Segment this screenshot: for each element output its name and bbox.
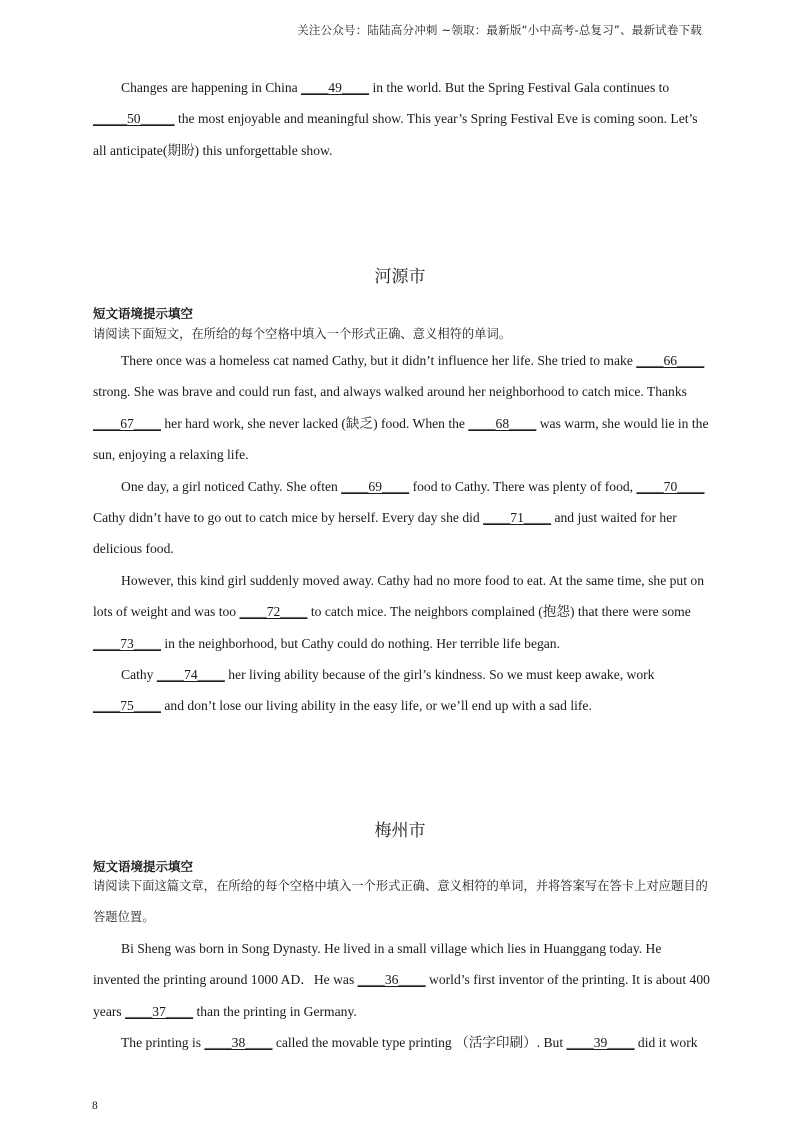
blank-66: ____66____ xyxy=(636,353,705,368)
exercise-label: 短文语境提示填空 xyxy=(93,859,194,874)
text-segment: However, this kind girl suddenly moved away. Cathy had no more food to eat. At the same time, she put on lots of weight and was too xyxy=(93,572,704,620)
text-segment: strong. She was brave and could run fast, and always walked around her neighborhood to catch mice. Thanks xyxy=(93,384,687,400)
text-segment: Bi Sheng was born in Song Dynasty. He lived in a small village which lies in Huanggang today. He invented the printing around 1000 AD．He was xyxy=(93,941,662,988)
blank-68: ____68____ xyxy=(468,415,537,431)
exercise-instruction: 请阅读下面这篇文章，在所给的每个空格中填入一个形式正确、意义相符的单词，并将答案写在答卡上对应题目的答题位置。 xyxy=(93,879,708,924)
section-title-meizhou: 梅州市 xyxy=(374,821,426,841)
heyuan-section xyxy=(93,305,710,722)
blank-36: ____36____ xyxy=(357,972,426,988)
text-segment: world’s first inventor of the printing. It is about 400 years xyxy=(93,972,710,1019)
paragraph xyxy=(93,1027,710,1058)
exercise-label: 短文语境提示填空 xyxy=(93,306,194,321)
text-segment: was warm, she would lie in the sun, enjoying a relaxing life. xyxy=(93,415,709,463)
text-segment: in the neighborhood, but Cathy could do nothing. Her terrible life began. xyxy=(160,635,561,651)
section-title-heyuan: 河源市 xyxy=(374,267,426,287)
blank-69: ____69____ xyxy=(341,478,410,494)
blank-70: ____70____ xyxy=(636,478,705,494)
text-segment: food to Cathy. There was plenty of food, xyxy=(409,478,637,494)
text-segment: called the movable type printing （活字印刷）. But xyxy=(272,1035,567,1051)
paragraph xyxy=(93,933,710,1027)
blank-71: ____71____ xyxy=(483,510,552,526)
exercise-instruction: 请阅读下面短文，在所给的每个空格中填入一个形式正确、意义相符的单词。 xyxy=(93,327,512,341)
paragraph xyxy=(93,72,710,166)
page-number: 8 xyxy=(92,1100,98,1112)
text-segment: Cathy didn’t have to go out to catch mice by herself. Every day she did xyxy=(93,510,484,526)
blank-74: ____74____ xyxy=(156,667,225,683)
text-segment: One day, a girl noticed Cathy. She often xyxy=(121,478,342,494)
text-segment: There once was a homeless cat named Cathy, but it didn’t influence her life. She tried to make xyxy=(121,353,637,368)
blank-37: ____37____ xyxy=(125,1003,194,1019)
text-segment: her hard work, she never lacked (缺乏) food. When the xyxy=(160,415,469,431)
paragraph xyxy=(93,345,710,471)
blank-50: _____50_____ xyxy=(93,111,175,127)
text-segment: her living ability because of the girl’s kindness. So we must keep awake, work xyxy=(224,667,655,683)
text-segment: to catch mice. The neighbors complained (抱怨) that there were some xyxy=(307,604,691,620)
text-segment: in the world. But the Spring Festival Gala continues to xyxy=(369,80,670,95)
text-segment: the most enjoyable and meaningful show. This year’s Spring Festival Eve is coming soon. Let’s all anticipate(期盼) this unforgettable show. xyxy=(93,111,698,158)
paragraph xyxy=(93,659,710,722)
text-segment: Changes are happening in China xyxy=(121,80,302,95)
blank-72: ____72____ xyxy=(239,604,308,620)
page-header: 关注公众号：陆陆高分冲刺 ~领取：最新版“小中高考-总复习”、最新试卷下载 xyxy=(297,23,702,37)
text-segment: than the printing in Germany. xyxy=(193,1003,357,1019)
blank-39: ____39____ xyxy=(566,1035,635,1051)
text-segment: The printing is xyxy=(121,1035,205,1051)
text-segment: and don’t lose our living ability in the easy life, or we’ll end up with a sad life. xyxy=(160,698,592,714)
meizhou-section xyxy=(93,858,710,1059)
text-segment: Cathy xyxy=(121,667,157,683)
blank-38: ____38____ xyxy=(204,1035,273,1051)
blank-49: ____49____ xyxy=(301,80,370,95)
intro-passage xyxy=(93,72,710,166)
blank-75: ____75____ xyxy=(93,698,161,714)
text-segment: and just waited for her delicious food. xyxy=(93,510,677,557)
text-segment: did it work xyxy=(634,1035,698,1051)
blank-67: ____67____ xyxy=(93,415,161,431)
paragraph xyxy=(93,471,710,565)
blank-73: ____73____ xyxy=(93,635,161,651)
paragraph xyxy=(93,565,710,659)
